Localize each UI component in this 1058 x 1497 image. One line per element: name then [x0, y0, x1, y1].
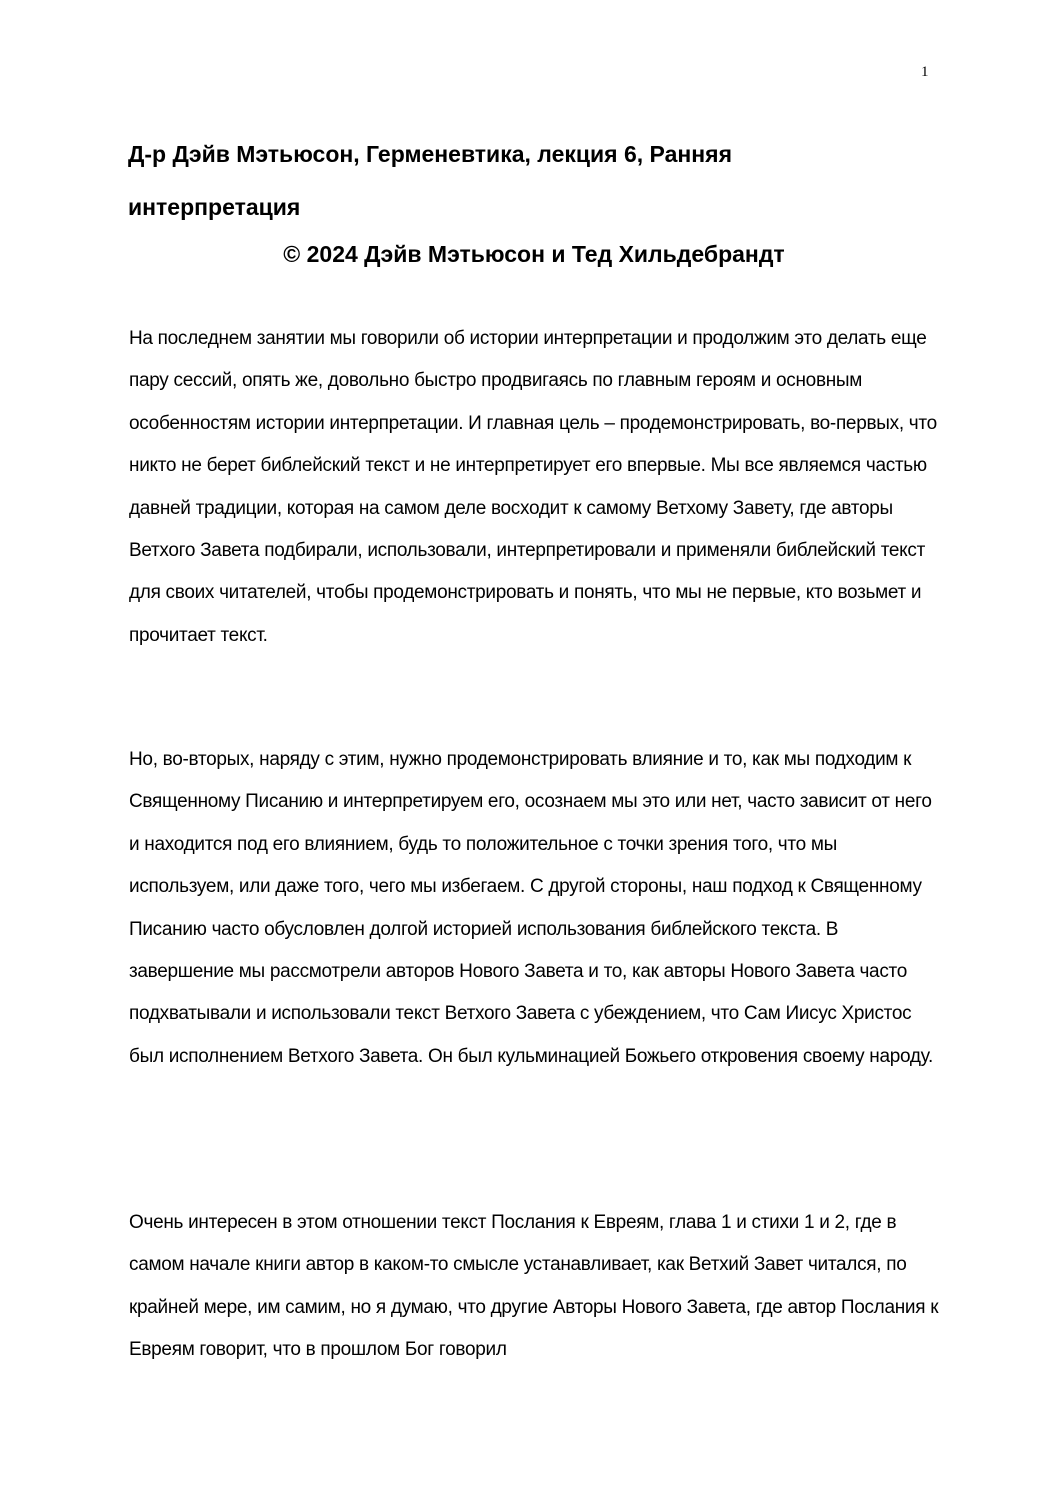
copyright-line	[0, 228, 1058, 281]
paragraph-1: На последнем занятии мы говорили об истории интерпретации и продолжим это делать еще пару сессий, опять же, довольно быстро продвигаясь по главным героям и основным особенностям истории интерпретации. И главная цель – продемонстрировать, во-первых, что никто не берет библейский текст и не интерпретирует его впервые. Мы все являемся частью давней традиции, которая на самом деле восходит к самому Ветхому Завету, где авторы Ветхого Завета подбирали, использовали, интерпретировали и применяли библейский текст для своих читателей, чтобы продемонстрировать и понять, что мы не первые, кто возьмет и прочитает текст.	[129, 328, 937, 646]
paragraph-2: Но, во-вторых, наряду с этим, нужно продемонстрировать влияние и то, как мы подходим к Священному Писанию и интерпретируем его, осознаем мы это или нет, часто зависит от него и находится под его влиянием, будь то положительное с точки зрения того, что мы используем, или даже того, чего мы избегаем. С другой стороны, наш подход к Священному Писанию часто обусловлен долгой историей использования библейского текста. В завершение мы рассмотрели авторов Нового Завета и то, как авторы Нового Завета часто подхватывали и использовали текст Ветхого Завета с убеждением, что Сам Иисус Христос был исполнением Ветхого Завета. Он был кульминацией Божьего откровения своему народу.	[129, 749, 933, 1067]
page-number: 1	[921, 64, 929, 80]
copyright-text: © 2024 Дэйв Мэтьюсон и Тед Хильдебрандт	[283, 241, 785, 267]
title-line-2: интерпретация	[128, 194, 301, 220]
document-title	[128, 128, 928, 234]
title-line-1: Д-р Дэйв Мэтьюсон, Герменевтика, лекция 6, Ранняя	[128, 141, 732, 167]
paragraph-3: Очень интересен в этом отношении текст Послания к Евреям, глава 1 и стихи 1 и 2, где в самом начале книги автор в каком-то смысле устанавливает, как Ветхий Завет читался, по крайней мере, им самим, но я думаю, что другие Авторы Нового Завета, где автор Послания к Евреям говорит, что в прошлом Бог говорил	[129, 1212, 939, 1361]
